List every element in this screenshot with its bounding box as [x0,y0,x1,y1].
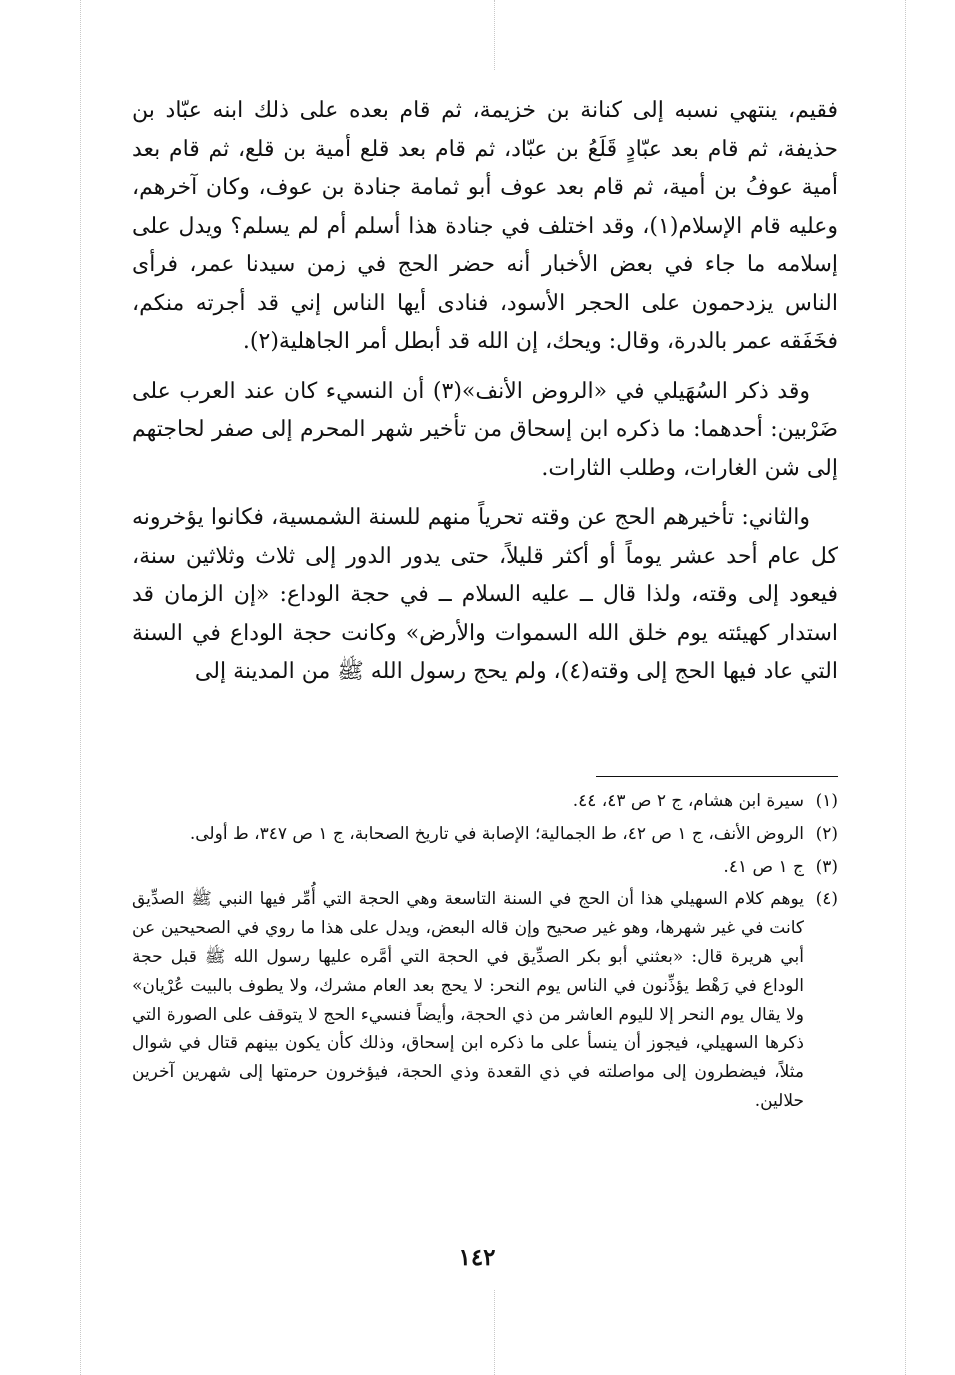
scan-edge-line-left [80,0,81,1375]
paragraph: وقد ذكر السُهَيلي في «الروض الأنف»(٣) أن النسيء كان عند العرب على ضَرْبين: أحدهما: ما ذكره ابن إسحاق من تأخير شهر المحرم إلى صفر لحاجتهم إلى شن الغارات، وطلب الثارات. [132,378,838,481]
footnote-number: (٢) [815,823,838,844]
footnote-text: ج ١ ص ٤١. [723,856,804,877]
paragraph: والثاني: تأخيرهم الحج عن وقته تحرياً منهم للسنة الشمسية، فكانوا يؤخرونه كل عام أحد عشر يوماً أو أكثر قليلاً، حتى يدور الدور إلى ثلاث وثلاثين سنة، فيعود إلى وقته، ولذا قال ــ عليه السلام ــ في حجة الوداع: «إن الزمان قد استدار كهيئته يوم خلق الله السموات والأرض» وكانت حجة الوداع في السنة التي عاد فيها الحج إلى وقته(٤)، ولم يحج رسول الله ﷺ من المدينة إلى [132,505,838,684]
footnote-number: (٤) [815,889,838,910]
main-text [132,92,838,692]
scan-edge-line-right [905,0,906,1375]
footnote [132,885,838,1115]
footnote [132,853,838,882]
footnotes [132,787,838,1116]
footnote-number: (٣) [815,856,838,877]
page-number: ١٤٢ [458,1244,496,1271]
footnote-separator [596,776,838,777]
footnote [132,820,838,849]
footnote-text: يوهم كلام السهيلي هذا أن الحج في السنة التاسعة وهي الحجة التي أُمِّر فيها النبي ﷺ الصدِّيق كانت في غير شهرها، وهو غير صحيح وإن قاله البعض، ويدل على هذا ما روي في الصحيحين عن أبي هريرة قال: «بعثني أبو بكر الصدِّيق في الحجة التي أمَّره عليها رسول الله ﷺ قبل حجة الوداع في رَهْط يؤذِّنون في الناس يوم النحر: لا يحج بعد العام مشرك، ولا يطوف بالبيت عُرْيان» ولا يقال يوم النحر إلا لليوم العاشر من ذي الحجة، وأيضاً فنسيء الحج لا يتوقف على الصورة التي ذكرها السهيلي، فيجوز أن ينسأ على ما ذكره ابن إسحاق، وذلك كأن يكون بينهم قتال في شوال مثلاً، فيضطرون إلى مواصلته في ذي القعدة وذي الحجة، فيؤخرون حرمتها إلى شهرين آخرين حلالين. [132,889,805,1111]
footnote-number: (١) [815,791,838,811]
scan-fold-line-bottom [494,1290,495,1375]
footnote-text: سيرة ابن هشام، ج ٢ ص ٤٣، ٤٤. [572,791,804,811]
footnote [132,787,838,816]
footnote-text: الروض الأنف، ج ١ ص ٤٢، ط الجمالية؛ الإصابة في تاريخ الصحابة، ج ١ ص ٣٤٧، ط أولى. [189,823,804,844]
paragraph: فقيم، ينتهي نسبه إلى كنانة بن خزيمة، ثم قام بعده على ذلك ابنه عبّاد بن حذيفة، ثم قام بعد عبّادٍ قَلَعُ بن عبّاد، ثم قام بعد قلع أمية بن قلع، ثم قام بعد أمية عوفُ بن أمية، ثم قام بعد عوف أبو ثمامة جنادة بن عوف، وكان آخرهم، وعليه قام الإسلام(١)، وقد اختلف في جنادة هذا أسلم أم لم يسلم؟ ويدل على إسلامه ما جاء في بعض الأخبار أنه حضر الحج في زمن سيدنا عمر، فرأى الناس يزدحمون على الحجر الأسود، فنادى أيها الناس إني قد أجرته منكم، فخَفَقه عمر بالدرة، وقال: ويحك، إن الله قد أبطل أمر الجاهلية(٢). [132,98,839,354]
scan-fold-line-top [494,0,495,70]
